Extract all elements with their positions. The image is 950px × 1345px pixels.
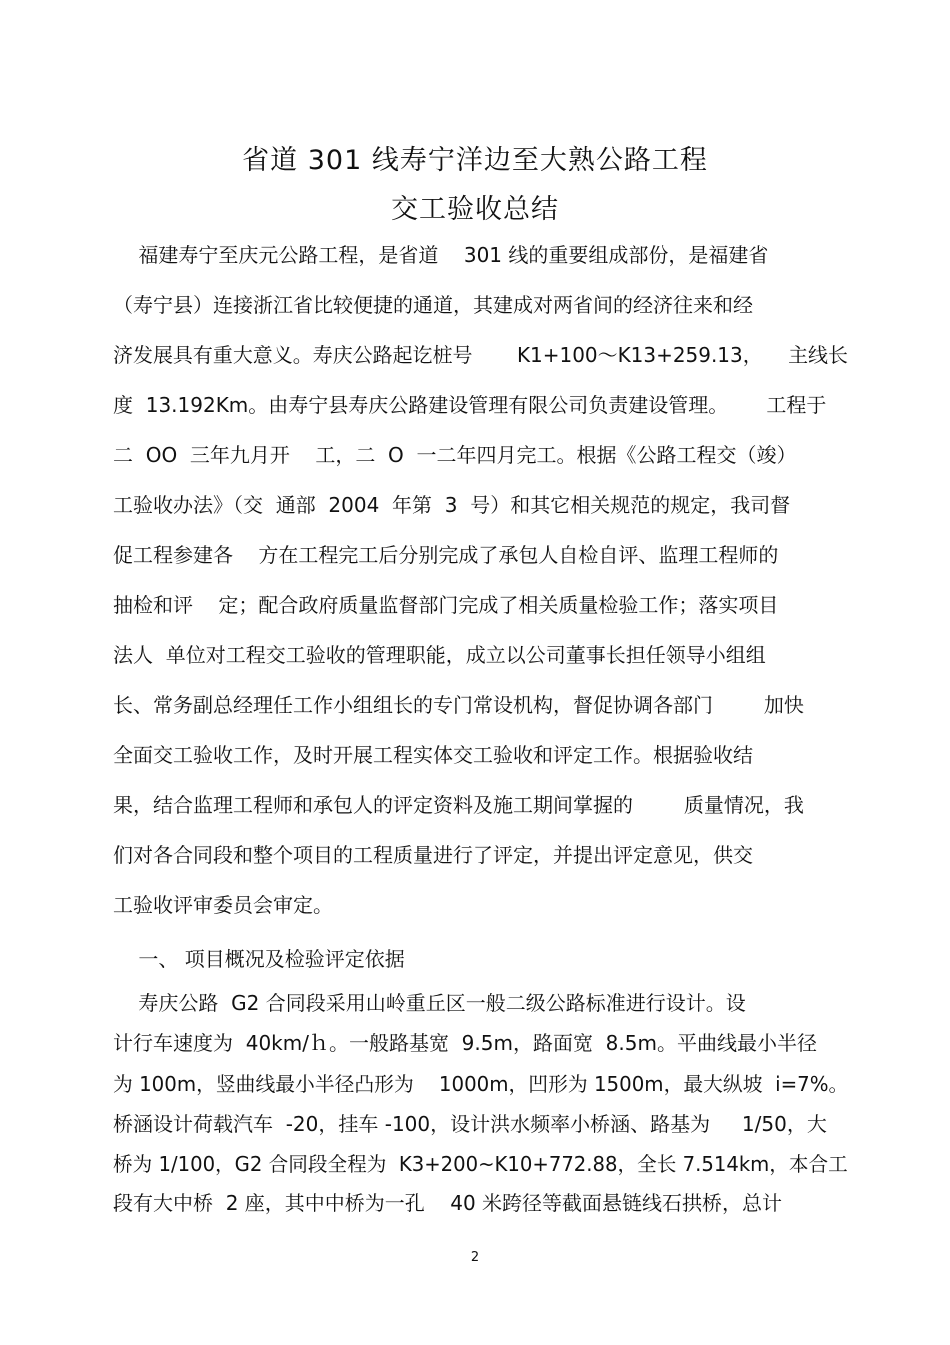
paragraph-line: 度 13.192Km。由寿宁县寿庆公路建设管理有限公司负责建设管理。 工程于 <box>113 393 827 417</box>
paragraph-line: 果，结合监理工程师和承包人的评定资料及施工期间掌握的 质量情况，我 <box>113 793 804 817</box>
paragraph-line: 寿庆公路 G2 合同段采用山岭重丘区一般二级公路标准进行设计。设 <box>113 991 746 1015</box>
paragraph-line: 二 OO 三年九月开 工，二 O 一二年四月完工。根据《公路工程交（竣） <box>113 443 797 467</box>
paragraph-line: 工验收办法》（交 通部 2004 年第 3 号）和其它相关规范的规定，我司督 <box>113 493 791 517</box>
paragraph-line: 抽检和评 定；配合政府质量监督部门完成了相关质量检验工作；落实项目 <box>113 593 779 617</box>
document-title: 省道 301 线寿宁洋边至大熟公路工程 <box>242 145 708 176</box>
paragraph-line: 们对各合同段和整个项目的工程质量进行了评定，并提出评定意见，供交 <box>113 843 753 867</box>
paragraph-line: 为 100m，竖曲线最小半径凸形为 1000m，凹形为 1500m，最大纵坡 i=7%。 <box>113 1072 849 1096</box>
paragraph-line: 福建寿宁至庆元公路工程，是省道 301 线的重要组成部份，是福建省 <box>113 243 769 267</box>
paragraph-line: 法人 单位对工程交工验收的管理职能，成立以公司董事长担任领导小组组 <box>113 643 766 667</box>
paragraph-line: 长、常务副总经理任工作小组组长的专门常设机构，督促协调各部门 加快 <box>113 693 804 717</box>
paragraph-line: 段有大中桥 2 座，其中中桥为一孔 40 米跨径等截面悬链线石拱桥，总计 <box>113 1191 783 1215</box>
paragraph-line: （寿宁县）连接浙江省比较便捷的通道，其建成对两省间的经济往来和经 <box>113 293 753 317</box>
document-subtitle: 交工验收总结 <box>391 194 559 225</box>
section-heading: 一、 项目概况及检验评定依据 <box>113 947 405 971</box>
paragraph-line: 桥为 1/100，G2 合同段全程为 K3+200~K10+772.88，全长 7.514km，本合工 <box>113 1152 848 1176</box>
paragraph-line: 全面交工验收工作，及时开展工程实体交工验收和评定工作。根据验收结 <box>113 743 753 767</box>
paragraph-line: 计行车速度为 40km/ｈ。一般路基宽 9.5m，路面宽 8.5m。平曲线最小半径 <box>113 1031 817 1055</box>
page-number: 2 <box>470 1250 480 1265</box>
paragraph-line: 促工程参建各 方在工程完工后分别完成了承包人自检自评、监理工程师的 <box>113 543 779 567</box>
paragraph-line: 桥涵设计荷载汽车 -20，挂车 -100，设计洪水频率小桥涵、路基为 1/50，大 <box>113 1112 827 1136</box>
paragraph-line: 工验收评审委员会审定。 <box>113 893 333 917</box>
paragraph-line: 济发展具有重大意义。寿庆公路起讫桩号 K1+100～K13+259.13， 主线长 <box>113 343 849 367</box>
